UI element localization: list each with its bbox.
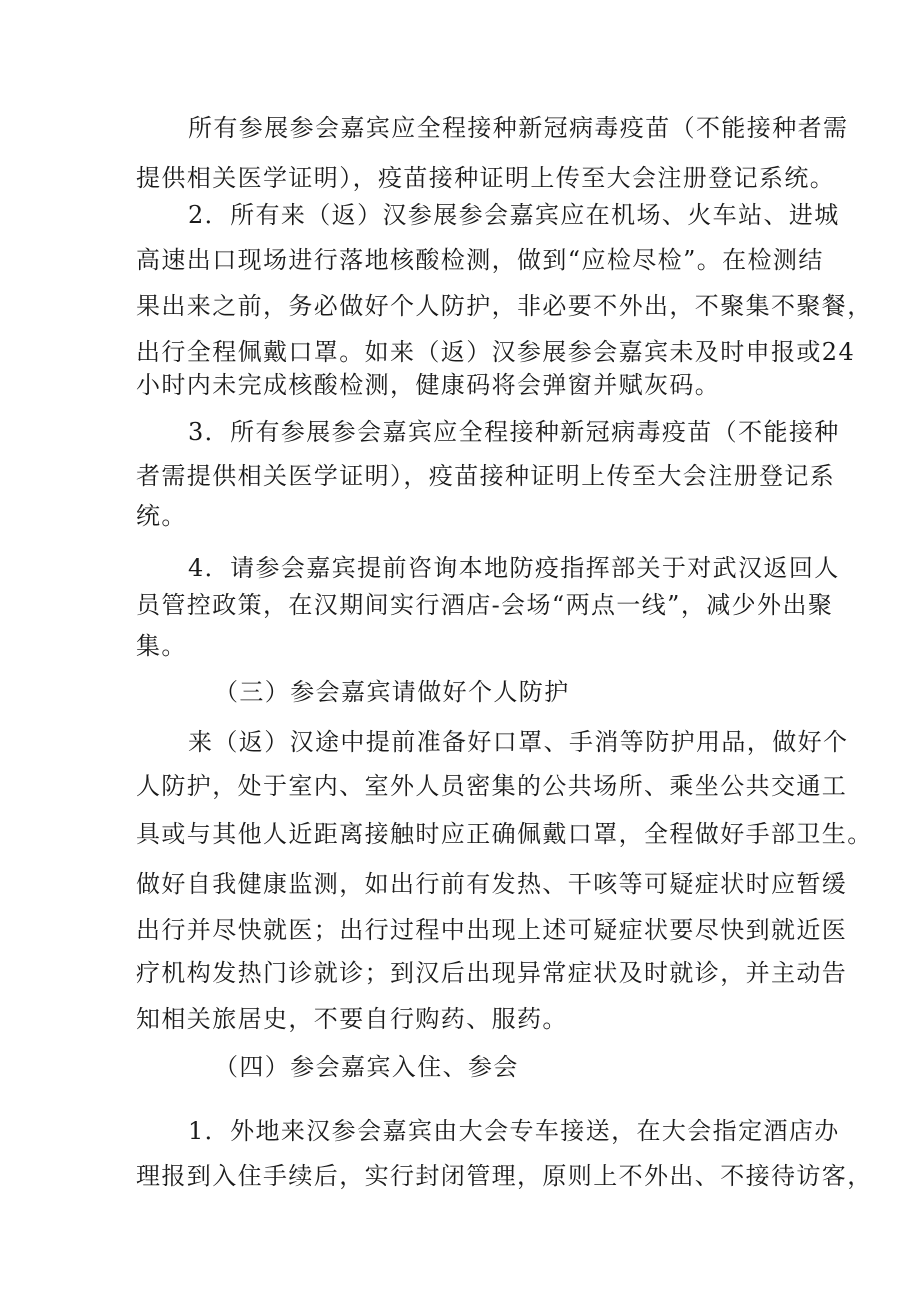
paragraph-line: 来（返）汉途中提前准备好口罩、手消等防护用品，做好个 xyxy=(188,728,849,756)
paragraph-line: 果出来之前，务必做好个人防护，非必要不外出，不聚集不聚餐， xyxy=(136,292,873,320)
paragraph-line: 提供相关医学证明），疫苗接种证明上传至大会注册登记系统。 xyxy=(136,164,836,192)
paragraph-line: 疗机构发热门诊就诊；到汉后出现异常症状及时就诊，并主动告 xyxy=(136,959,848,987)
paragraph-line: 统。 xyxy=(136,502,187,530)
section-heading: （四）参会嘉宾入住、参会 xyxy=(214,1053,519,1081)
paragraph-line: 具或与其他人近距离接触时应正确佩戴口罩，全程做好手部卫生。 xyxy=(136,820,873,848)
paragraph-line: 3．所有参展参会嘉宾应全程接种新冠病毒疫苗（不能接种 xyxy=(188,418,840,446)
paragraph-line: 做好自我健康监测，如出行前有发热、干咳等可疑症状时应暂缓 xyxy=(136,870,848,898)
paragraph-line: 员管控政策，在汉期间实行酒店-会场“两点一线”，减少外出聚 xyxy=(136,591,834,619)
paragraph-line: 高速出口现场进行落地核酸检测，做到“应检尽检”。在检测结 xyxy=(136,246,824,274)
paragraph-line: 出行并尽快就医；出行过程中出现上述可疑症状要尽快到就近医 xyxy=(136,916,848,944)
section-heading: （三）参会嘉宾请做好个人防护 xyxy=(214,678,570,706)
paragraph-line: 出行全程佩戴口罩。如来（返）汉参展参会嘉宾未及时申报或24 xyxy=(136,338,856,366)
paragraph-line: 者需提供相关医学证明），疫苗接种证明上传至大会注册登记系 xyxy=(136,462,836,490)
paragraph-line: 2．所有来（返）汉参展参会嘉宾应在机场、火车站、进城 xyxy=(188,201,840,229)
paragraph-line: 知相关旅居史，不要自行购药、服药。 xyxy=(136,1005,568,1033)
paragraph-line: 理报到入住手续后，实行封闭管理，原则上不外出、不接待访客， xyxy=(136,1162,873,1190)
paragraph-line: 1．外地来汉参会嘉宾由大会专车接送，在大会指定酒店办 xyxy=(188,1117,840,1145)
paragraph-line: 小时内未完成核酸检测，健康码将会弹窗并赋灰码。 xyxy=(136,371,721,399)
paragraph-line: 4．请参会嘉宾提前咨询本地防疫指挥部关于对武汉返回人 xyxy=(188,554,840,582)
paragraph-line: 集。 xyxy=(136,632,187,660)
paragraph-line: 人防护，处于室内、室外人员密集的公共场所、乘坐公共交通工 xyxy=(136,772,848,800)
paragraph-line: 所有参展参会嘉宾应全程接种新冠病毒疫苗（不能接种者需 xyxy=(188,114,849,142)
